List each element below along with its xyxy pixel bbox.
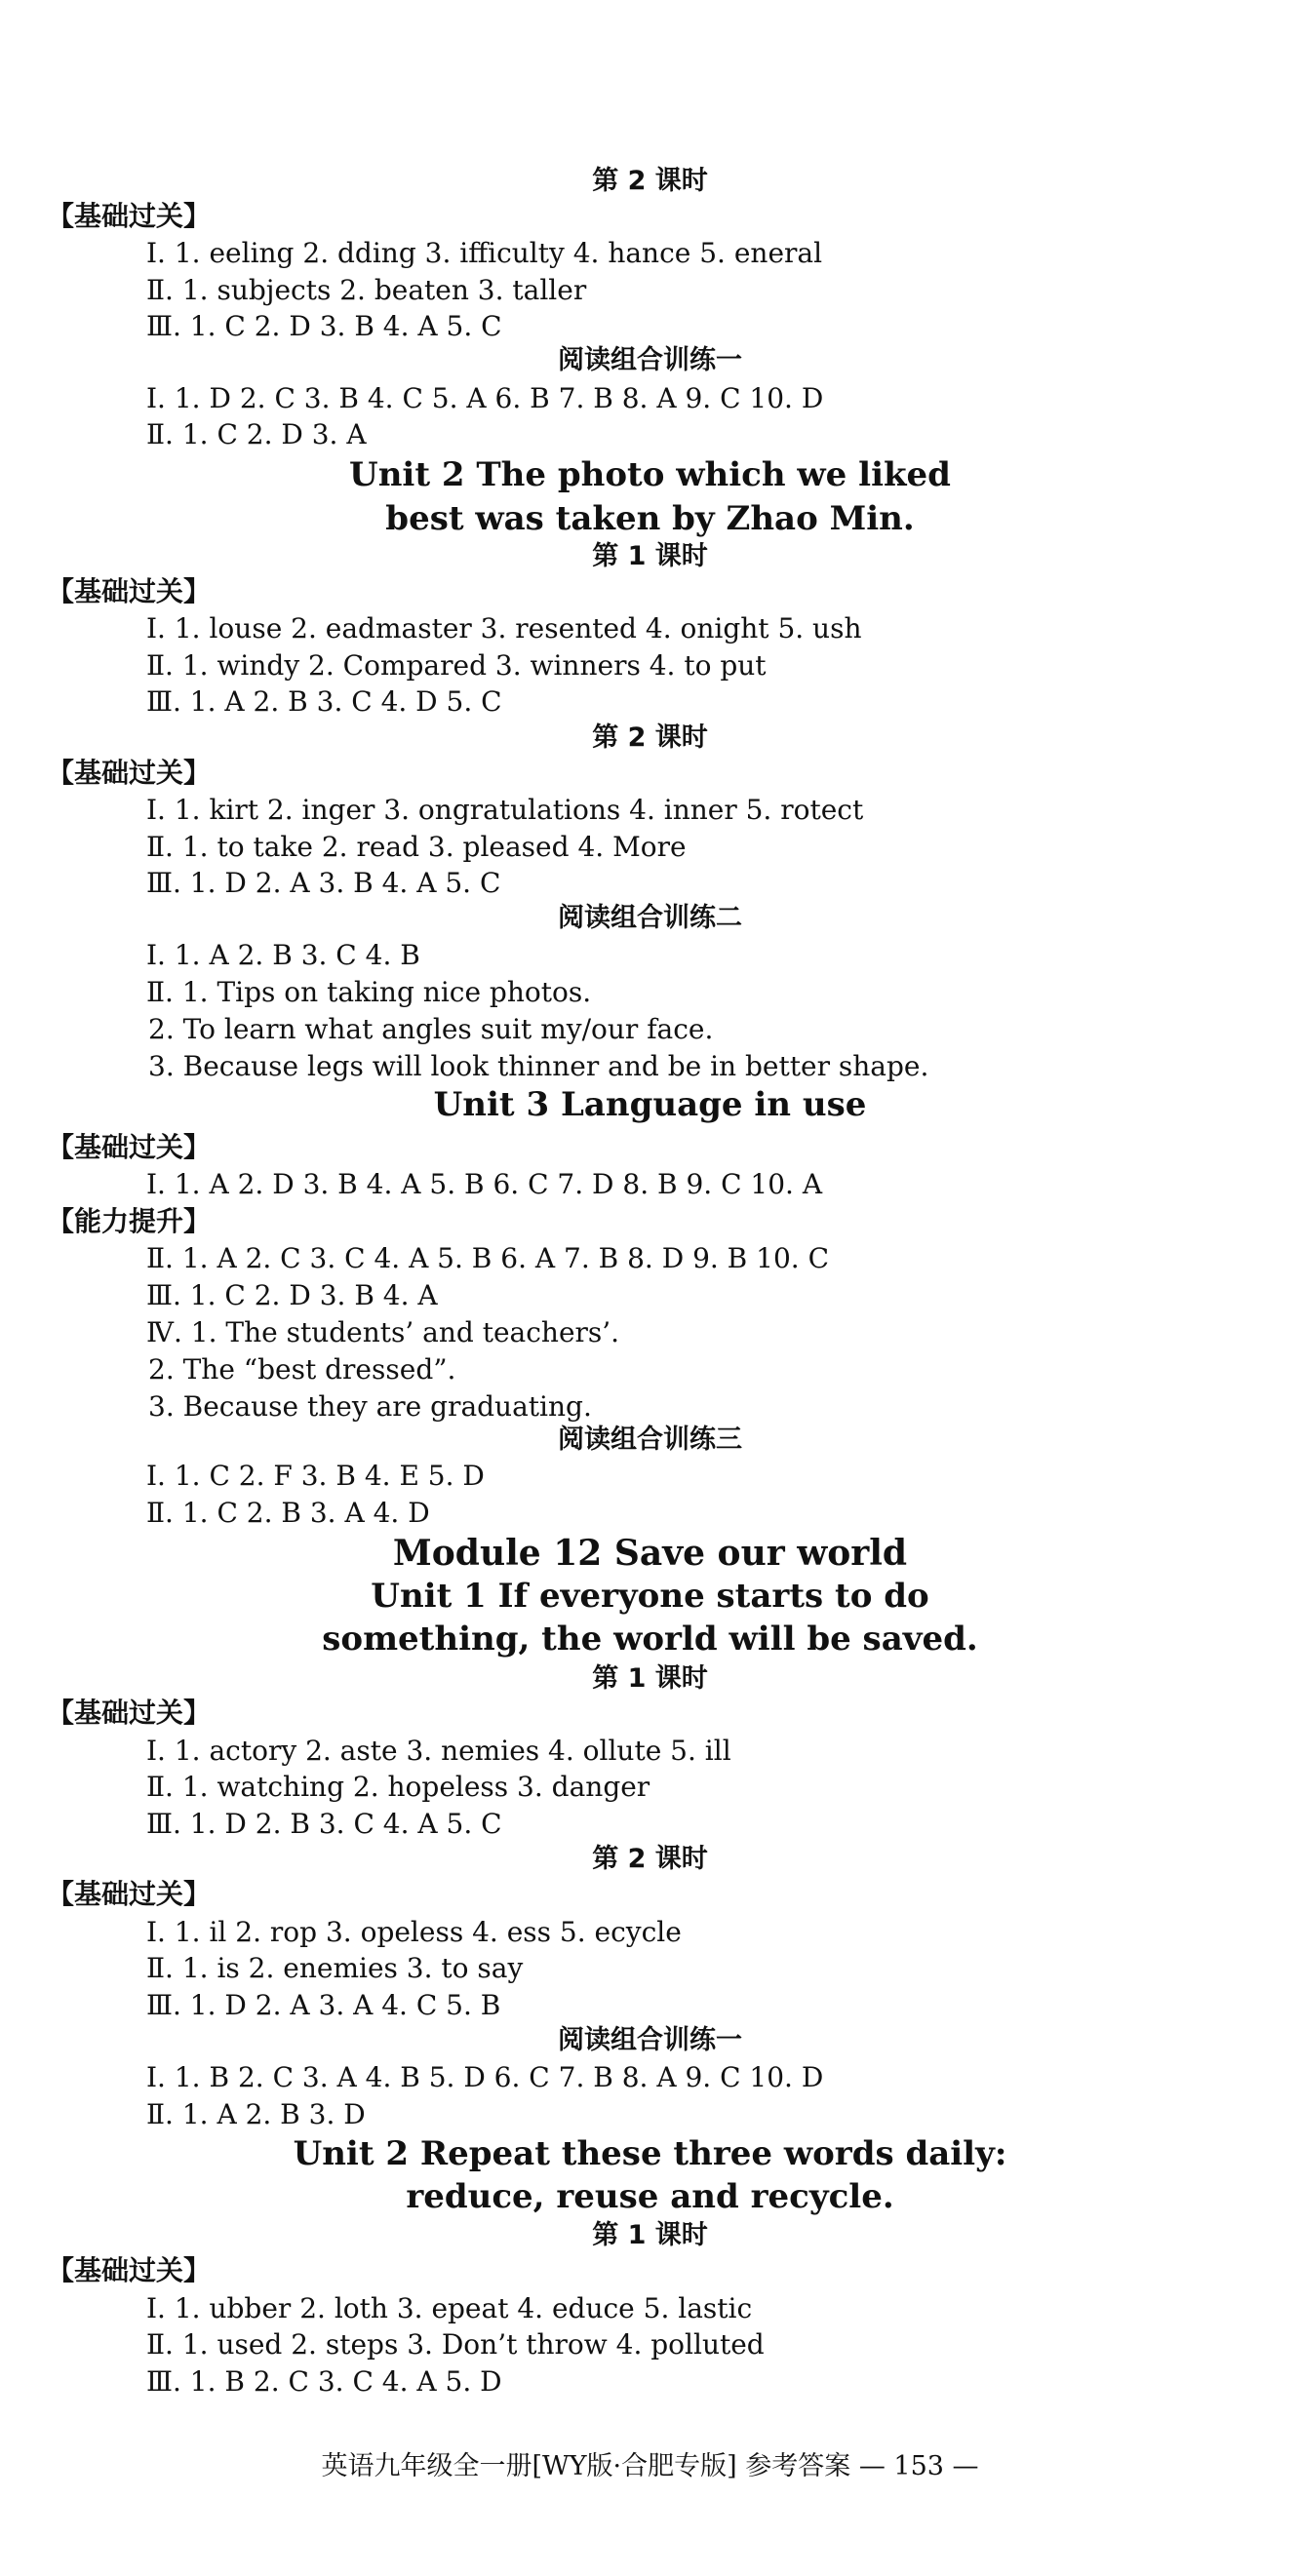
category-tag: 【基础过关】 [47,1697,212,1729]
category-tag: 【基础过关】 [47,200,212,232]
category-tag: 【基础过关】 [47,1131,212,1163]
category-tag: 【基础过关】 [47,575,212,607]
answer-line: Ⅰ. 1. D 2. C 3. B 4. C 5. A 6. B 7. B 8. A 9. C 10. D [146,382,824,414]
section-heading: 第 1 课时 [592,1663,708,1694]
answer-line: Ⅱ. 1. windy 2. Compared 3. winners 4. to put [146,649,767,682]
answer-line: Ⅱ. 1. A 2. B 3. D [146,2098,366,2130]
section-heading: 阅读组合训练一 [558,2025,742,2055]
answer-line: Ⅱ. 1. A 2. C 3. C 4. A 5. B 6. A 7. B 8. D 9. B 10. C [146,1242,830,1274]
answer-line: Ⅱ. 1. subjects 2. beaten 3. taller [146,274,587,306]
answer-line: Ⅰ. 1. A 2. D 3. B 4. A 5. B 6. C 7. D 8. B 9. C 10. A [146,1168,823,1200]
answer-line: Ⅰ. 1. C 2. F 3. B 4. E 5. D [146,1460,485,1492]
answer-line: Ⅰ. 1. kirt 2. inger 3. ongratulations 4. inner 5. rotect [146,794,864,826]
category-tag: 【基础过关】 [47,1878,212,1910]
unit-title: Unit 1 If everyone starts to do [371,1577,929,1616]
answer-line: Ⅰ. 1. B 2. C 3. A 4. B 5. D 6. C 7. B 8. A 9. C 10. D [146,2061,824,2093]
answer-line: Ⅰ. 1. il 2. rop 3. opeless 4. ess 5. ecycle [146,1916,682,1948]
answer-line: Ⅲ. 1. D 2. A 3. B 4. A 5. C [146,867,501,899]
answer-line: Ⅲ. 1. C 2. D 3. B 4. A [146,1279,438,1311]
answer-line: Ⅱ. 1. is 2. enemies 3. to say [146,1952,524,1984]
answer-line: 3. Because they are graduating. [148,1390,592,1423]
category-tag: 【基础过关】 [47,757,212,789]
answer-line: Ⅲ. 1. D 2. A 3. A 4. C 5. B [146,1989,501,2021]
answer-line: Ⅰ. 1. eeling 2. dding 3. ifficulty 4. hance 5. eneral [146,237,823,269]
answer-line: Ⅱ. 1. to take 2. read 3. pleased 4. More [146,831,687,863]
answer-line: 3. Because legs will look thinner and be in better shape. [148,1050,929,1082]
unit-title: reduce, reuse and recycle. [406,2177,894,2216]
answer-line: 2. The “best dressed”. [148,1353,456,1386]
section-heading: 第 1 课时 [592,541,708,571]
answer-line: Ⅲ. 1. B 2. C 3. C 4. A 5. D [146,2365,502,2398]
page-footer: 英语九年级全一册[WY版·合肥专版] 参考答案 — 153 — [321,2451,979,2481]
unit-title: best was taken by Zhao Min. [385,499,915,538]
answer-line: Ⅰ. 1. ubber 2. loth 3. epeat 4. educe 5. lastic [146,2292,753,2324]
answer-line: Ⅰ. 1. A 2. B 3. C 4. B [146,939,420,971]
unit-title: Unit 3 Language in use [433,1085,867,1124]
answer-line: Ⅳ. 1. The students’ and teachers’. [146,1316,620,1348]
answer-line: Ⅲ. 1. D 2. B 3. C 4. A 5. C [146,1808,502,1840]
section-heading: 阅读组合训练三 [558,1425,742,1455]
answer-line: Ⅱ. 1. watching 2. hopeless 3. danger [146,1771,650,1803]
answer-line: Ⅰ. 1. louse 2. eadmaster 3. resented 4. onight 5. ush [146,612,862,644]
section-heading: 第 2 课时 [592,722,708,753]
unit-title: Unit 2 Repeat these three words daily: [293,2134,1007,2173]
answer-line: Ⅲ. 1. A 2. B 3. C 4. D 5. C [146,685,502,718]
category-tag: 【基础过关】 [47,2254,212,2286]
section-heading: 阅读组合训练一 [558,345,742,375]
answer-line: Ⅲ. 1. C 2. D 3. B 4. A 5. C [146,310,502,342]
module-title: Module 12 Save our world [392,1533,908,1574]
unit-title: Unit 2 The photo which we liked [349,455,951,494]
answer-line: Ⅱ. 1. C 2. D 3. A [146,418,367,450]
answer-line: Ⅱ. 1. used 2. steps 3. Don’t throw 4. polluted [146,2328,765,2361]
section-heading: 第 2 课时 [592,166,708,196]
answer-line: 2. To learn what angles suit my/our face. [148,1013,714,1045]
section-heading: 阅读组合训练二 [558,903,742,933]
unit-title: something, the world will be saved. [322,1620,978,1659]
answer-line: Ⅱ. 1. Tips on taking nice photos. [146,976,592,1008]
section-heading: 第 2 课时 [592,1844,708,1874]
answer-line: Ⅱ. 1. C 2. B 3. A 4. D [146,1497,430,1529]
answer-line: Ⅰ. 1. actory 2. aste 3. nemies 4. ollute 5. ill [146,1735,731,1767]
section-heading: 第 1 课时 [592,2220,708,2250]
category-tag: 【能力提升】 [47,1205,212,1237]
